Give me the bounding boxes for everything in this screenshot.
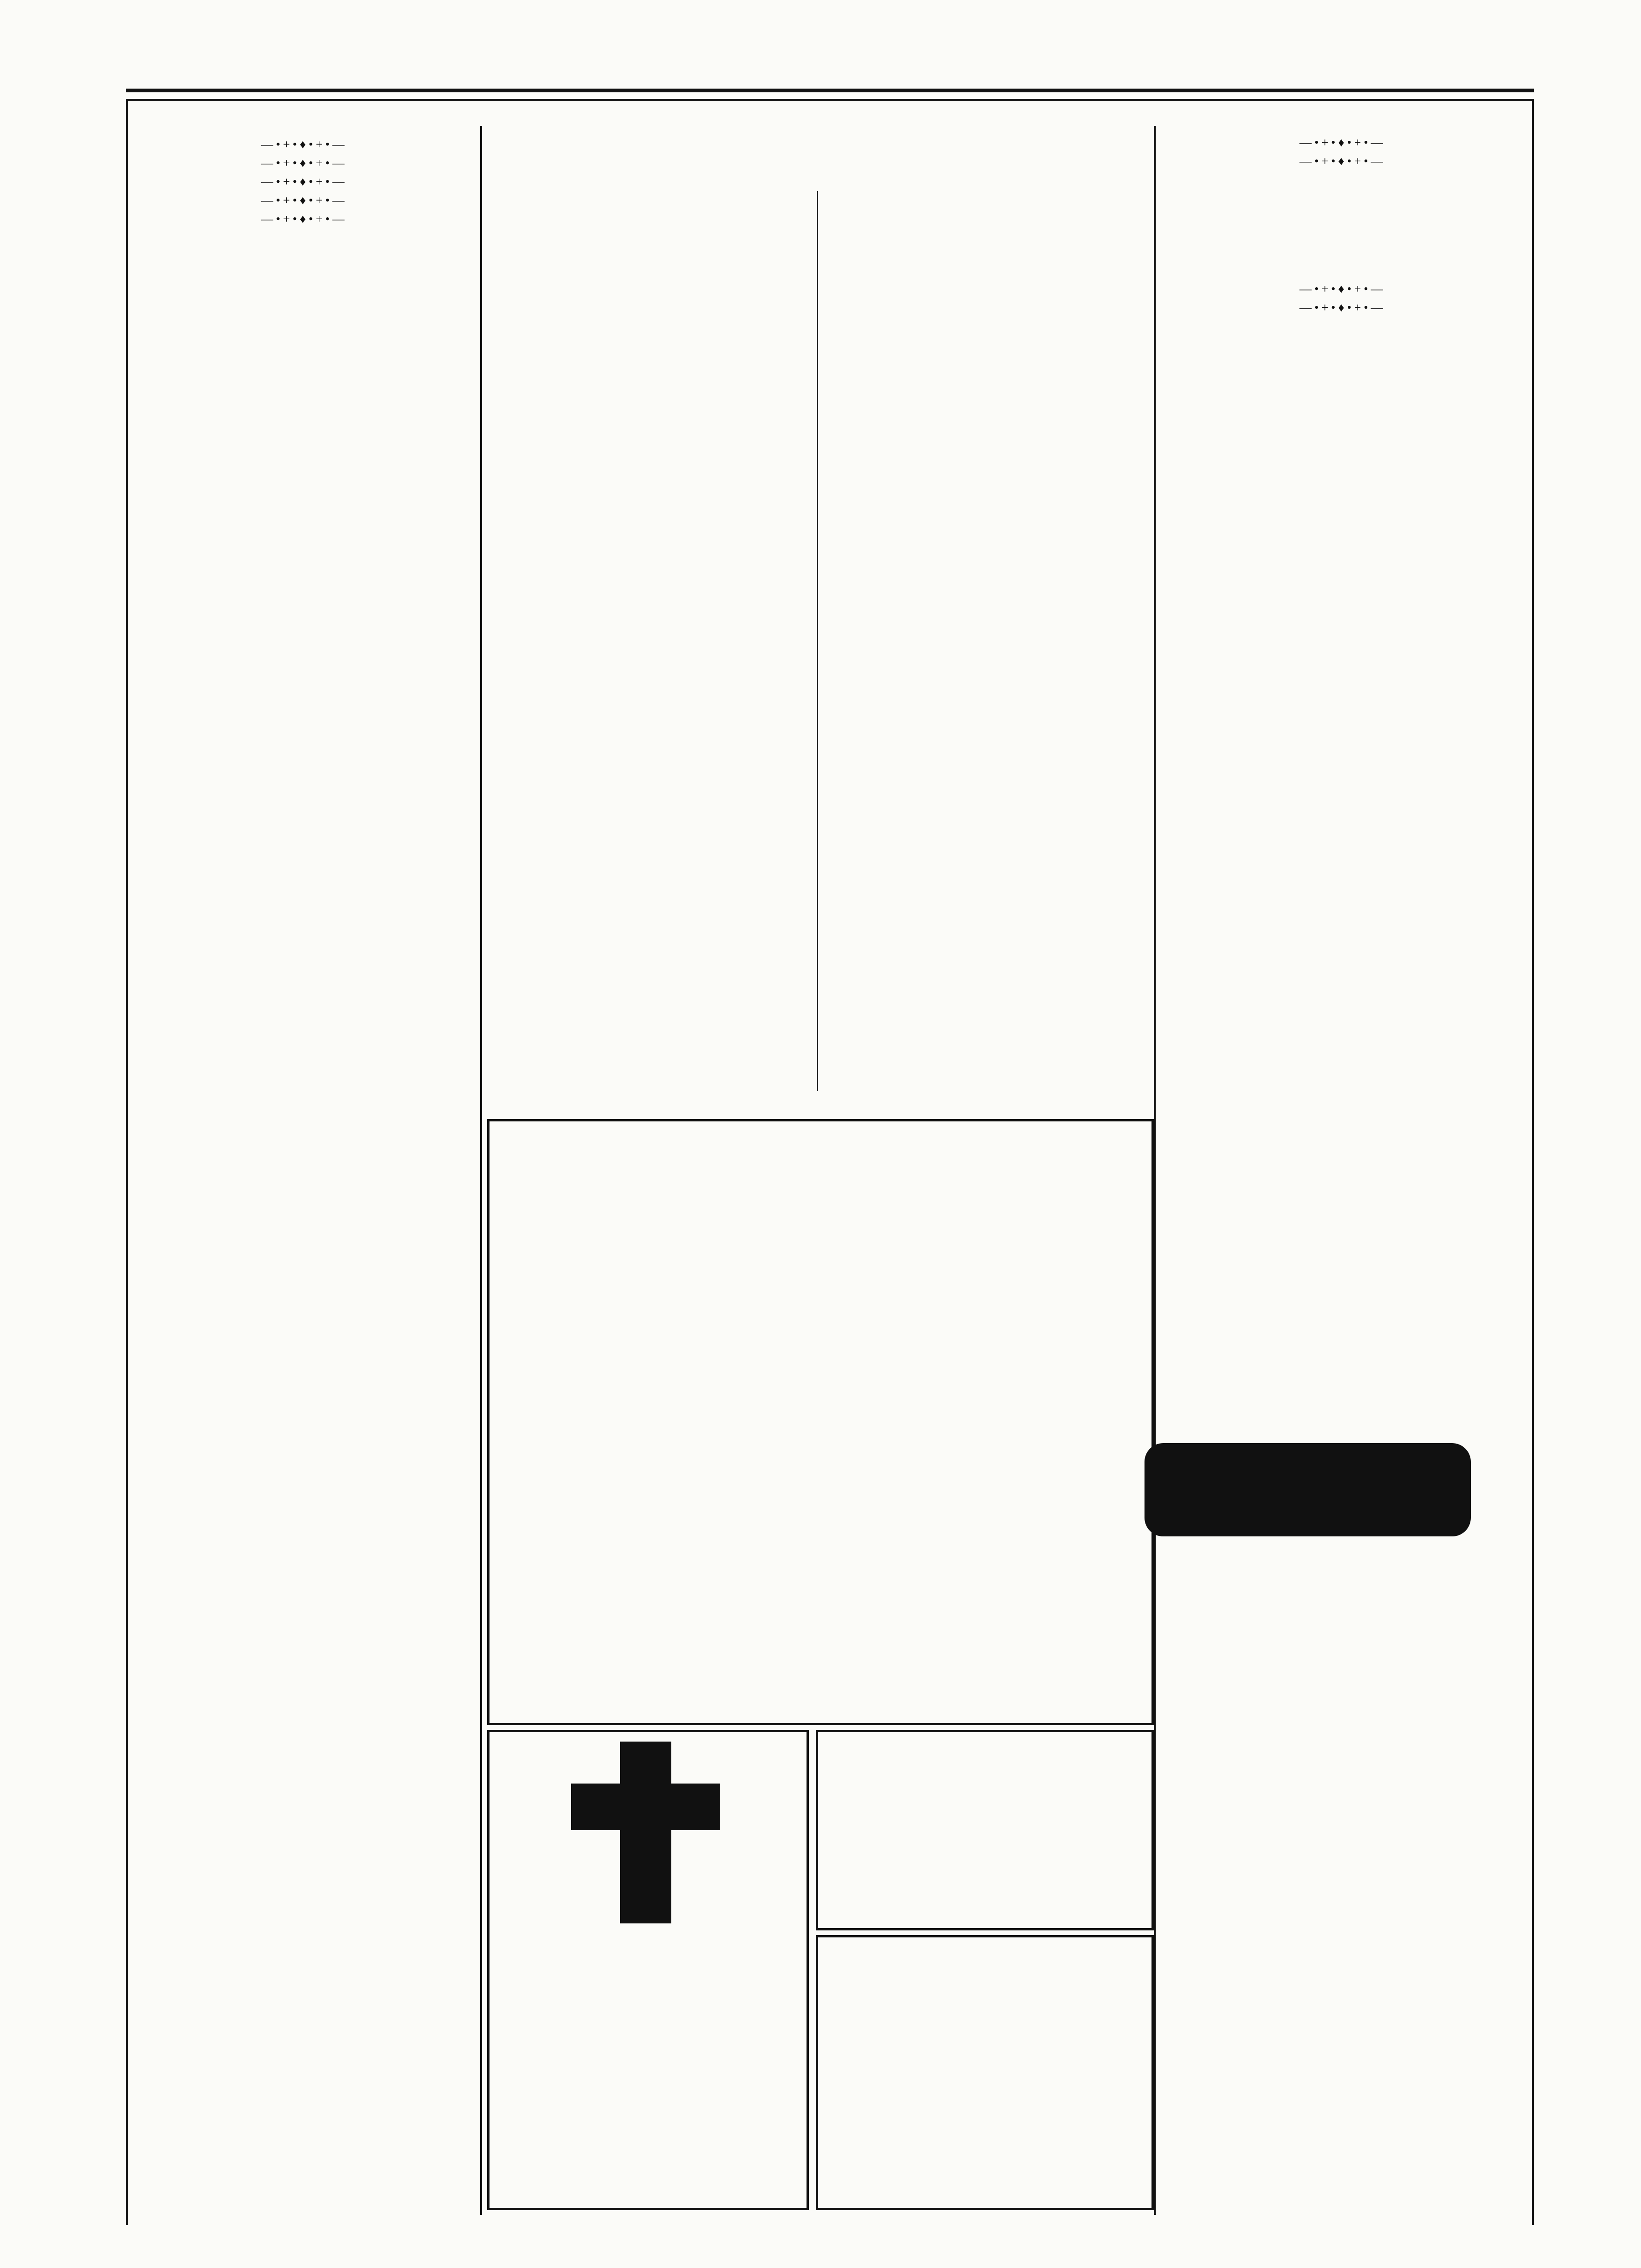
ornament-divider: —•+•♦•+•— (1299, 136, 1386, 149)
ornament-divider: —•+•♦•+•— (261, 138, 347, 151)
col-divider-1 (480, 126, 482, 2215)
representante-ad (816, 1935, 1154, 2210)
viajantes-ad (816, 1730, 1154, 1930)
ornament-divider: —•+•♦•+•— (261, 175, 347, 188)
ornament-divider: —•+•♦•+•— (1299, 282, 1386, 296)
ornament-divider: —•+•♦•+•— (1299, 301, 1386, 314)
obituary-ad (487, 1730, 809, 2210)
col-divider-2 (1154, 126, 1156, 2215)
frame-right (1532, 99, 1534, 2225)
weather-badge (1145, 1443, 1471, 1536)
ornament-divider: —•+•♦•+•— (261, 212, 347, 226)
casa-da-sorte-ad (487, 1119, 1154, 1725)
header-rule (126, 89, 1534, 92)
cross-icon (490, 1732, 807, 1928)
ornament-divider: —•+•♦•+•— (261, 156, 347, 170)
left-column (138, 133, 471, 2213)
lottery-divider (817, 191, 818, 1091)
frame-left (126, 99, 128, 2225)
lottery-left (490, 191, 811, 1114)
lottery-right (823, 191, 1149, 1114)
right-column (1161, 133, 1524, 2213)
ornament-divider: —•+•♦•+•— (1299, 154, 1386, 168)
frame-top (126, 99, 1534, 101)
ornament-divider: —•+•♦•+•— (261, 194, 347, 207)
